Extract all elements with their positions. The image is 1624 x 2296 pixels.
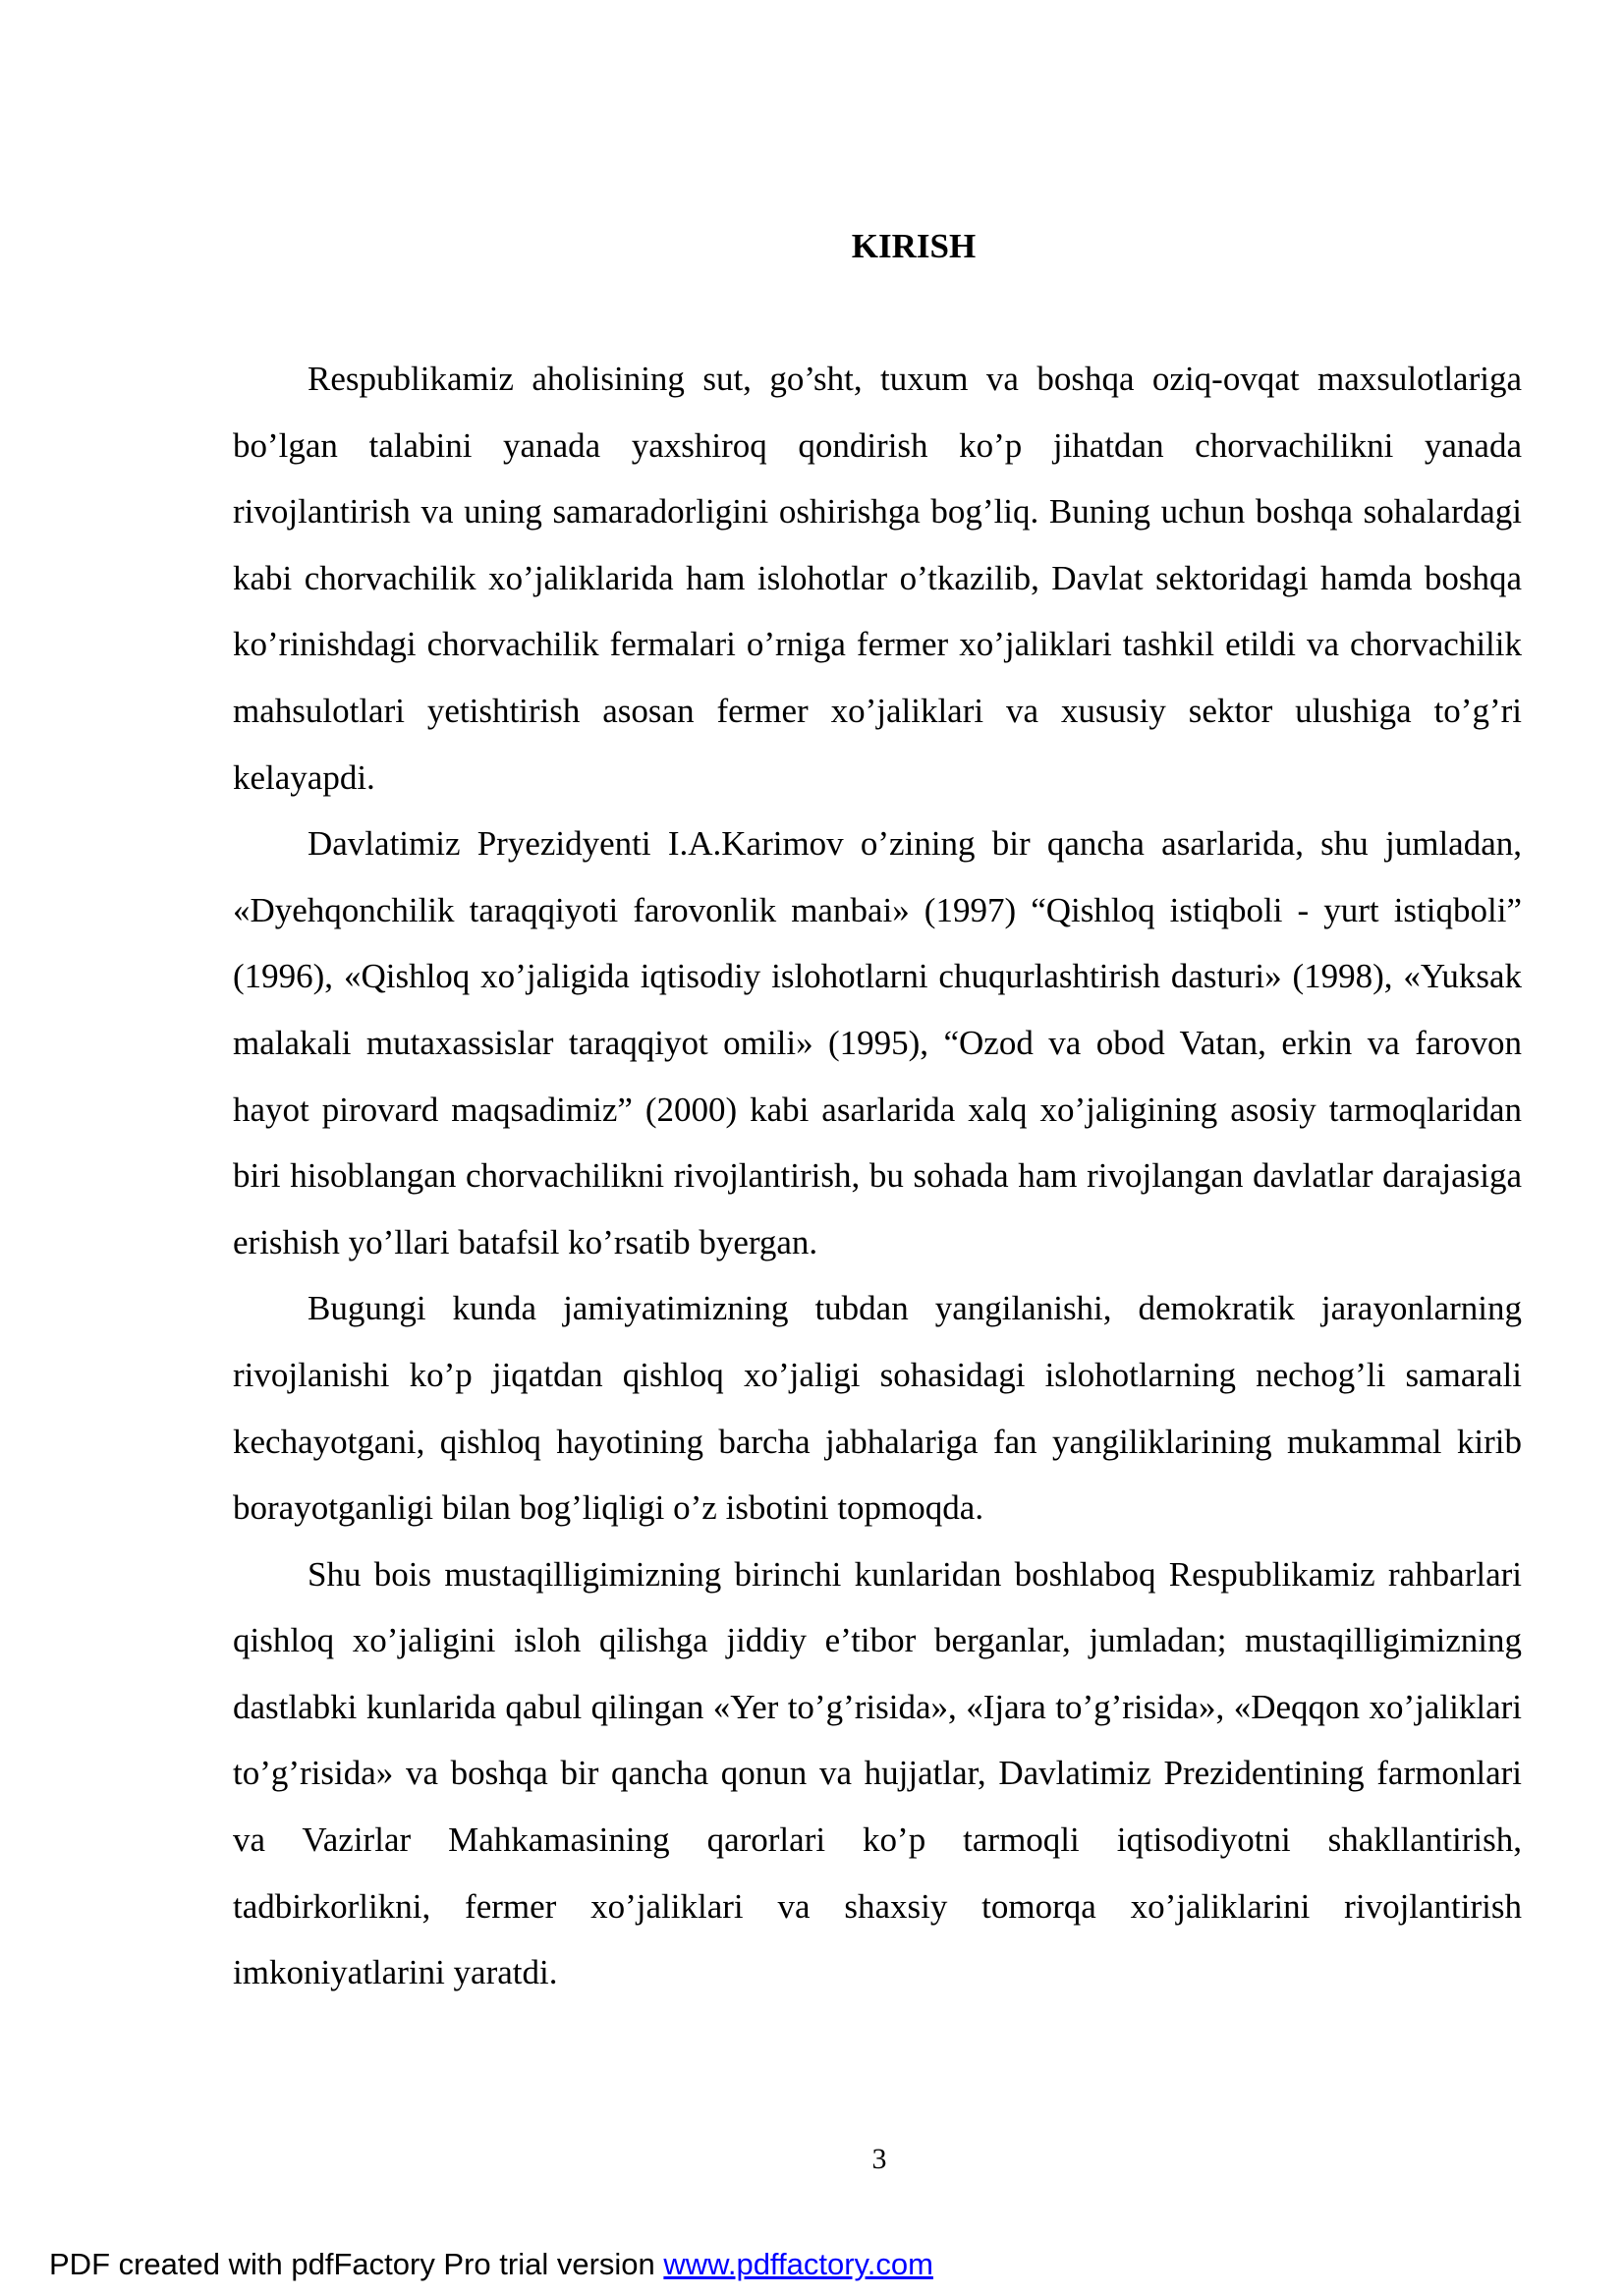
paragraph-3: Bugungi kunda jamiyatimizning tubdan yangilanishi, demokratik jarayonlarning rivojlanishi ko’p jiqatdan qishloq xo’jaligi sohasidagi islohotlarning nechog’li samarali kechayotgani, qishloq hayotining barcha jabhalariga fan yangiliklarining mukammal kirib borayotganligi bilan bog’liqligi o’z isbotini topmoqda. (233, 1289, 1522, 1528)
paragraph-4: Shu bois mustaqilligimizning birinchi kunlaridan boshlaboq Respublikamiz rahbarlari qishloq xo’jaligini isloh qilishga jiddiy e’tibor berganlar, jumladan; mustaqilligimizning dastlabki kunlarida qabul qilingan «Yer to’g’risida», «Ijara to’g’risida», «Deqqon xo’jaliklari to’g’risida» va boshqa bir qancha qonun va hujjatlar, Davlatimiz Prezidentining farmonlari va Vazirlar Mahkamasining qarorlari ko’p tarmoqli iqtisodiyotni shakllantirish, tadbirkorlikni, fermer xo’jaliklari va shaxsiy tomorqa xo’jaliklarini rivojlantirish imkoniyatlarini yaratdi. (233, 1554, 1522, 1992)
page-number: 3 (871, 2143, 887, 2175)
document-body (233, 346, 1522, 2006)
paragraph-2: Davlatimiz Pryezidyenti I.A.Karimov o’zining bir qancha asarlarida, shu jumladan, «Dyehqonchilik taraqqiyoti farovonlik manbai» (1997) “Qishloq istiqboli - yurt istiqboli” (1996), «Qishloq xo’jaligida iqtisodiy islohotlarni chuqurlashtirish dasturi» (1998), «Yuksak malakali mutaxassislar taraqqiyot omili» (1995), “Ozod va obod Vatan, erkin va farovon hayot pirovard maqsadimiz” (2000) kabi asarlarida xalq xo’jaligining asosiy tarmoqlaridan biri hisoblangan chorvachilikni rivojlantirish, bu sohada ham rivojlangan davlatlar darajasiga erishish yo’llari batafsil ko’rsatib byergan. (233, 824, 1522, 1261)
footer-link[interactable]: www.pdffactory.com (663, 2247, 933, 2281)
page-title: KIRISH (851, 227, 977, 265)
pdf-watermark-footer (49, 2245, 933, 2284)
paragraph-1: Respublikamiz aholisining sut, go’sht, tuxum va boshqa oziq-ovqat maxsulotlariga bo’lgan talabini yanada yaxshiroq qondirish ko’p jihatdan chorvachilikni yanada rivojlantirish va uning samaradorligini oshirishga bog’liq. Buning uchun boshqa sohalardagi kabi chorvachilik xo’jaliklarida ham islohotlar o’tkazilib, Davlat sektoridagi hamda boshqa ko’rinishdagi chorvachilik fermalari o’rniga fermer xo’jaliklari tashkil etildi va chorvachilik mahsulotlari yetishtirish asosan fermer xo’jaliklari va xususiy sektor ulushiga to’g’ri kelayapdi. (233, 360, 1522, 797)
footer-text: PDF created with pdfFactory Pro trial version (49, 2247, 664, 2281)
